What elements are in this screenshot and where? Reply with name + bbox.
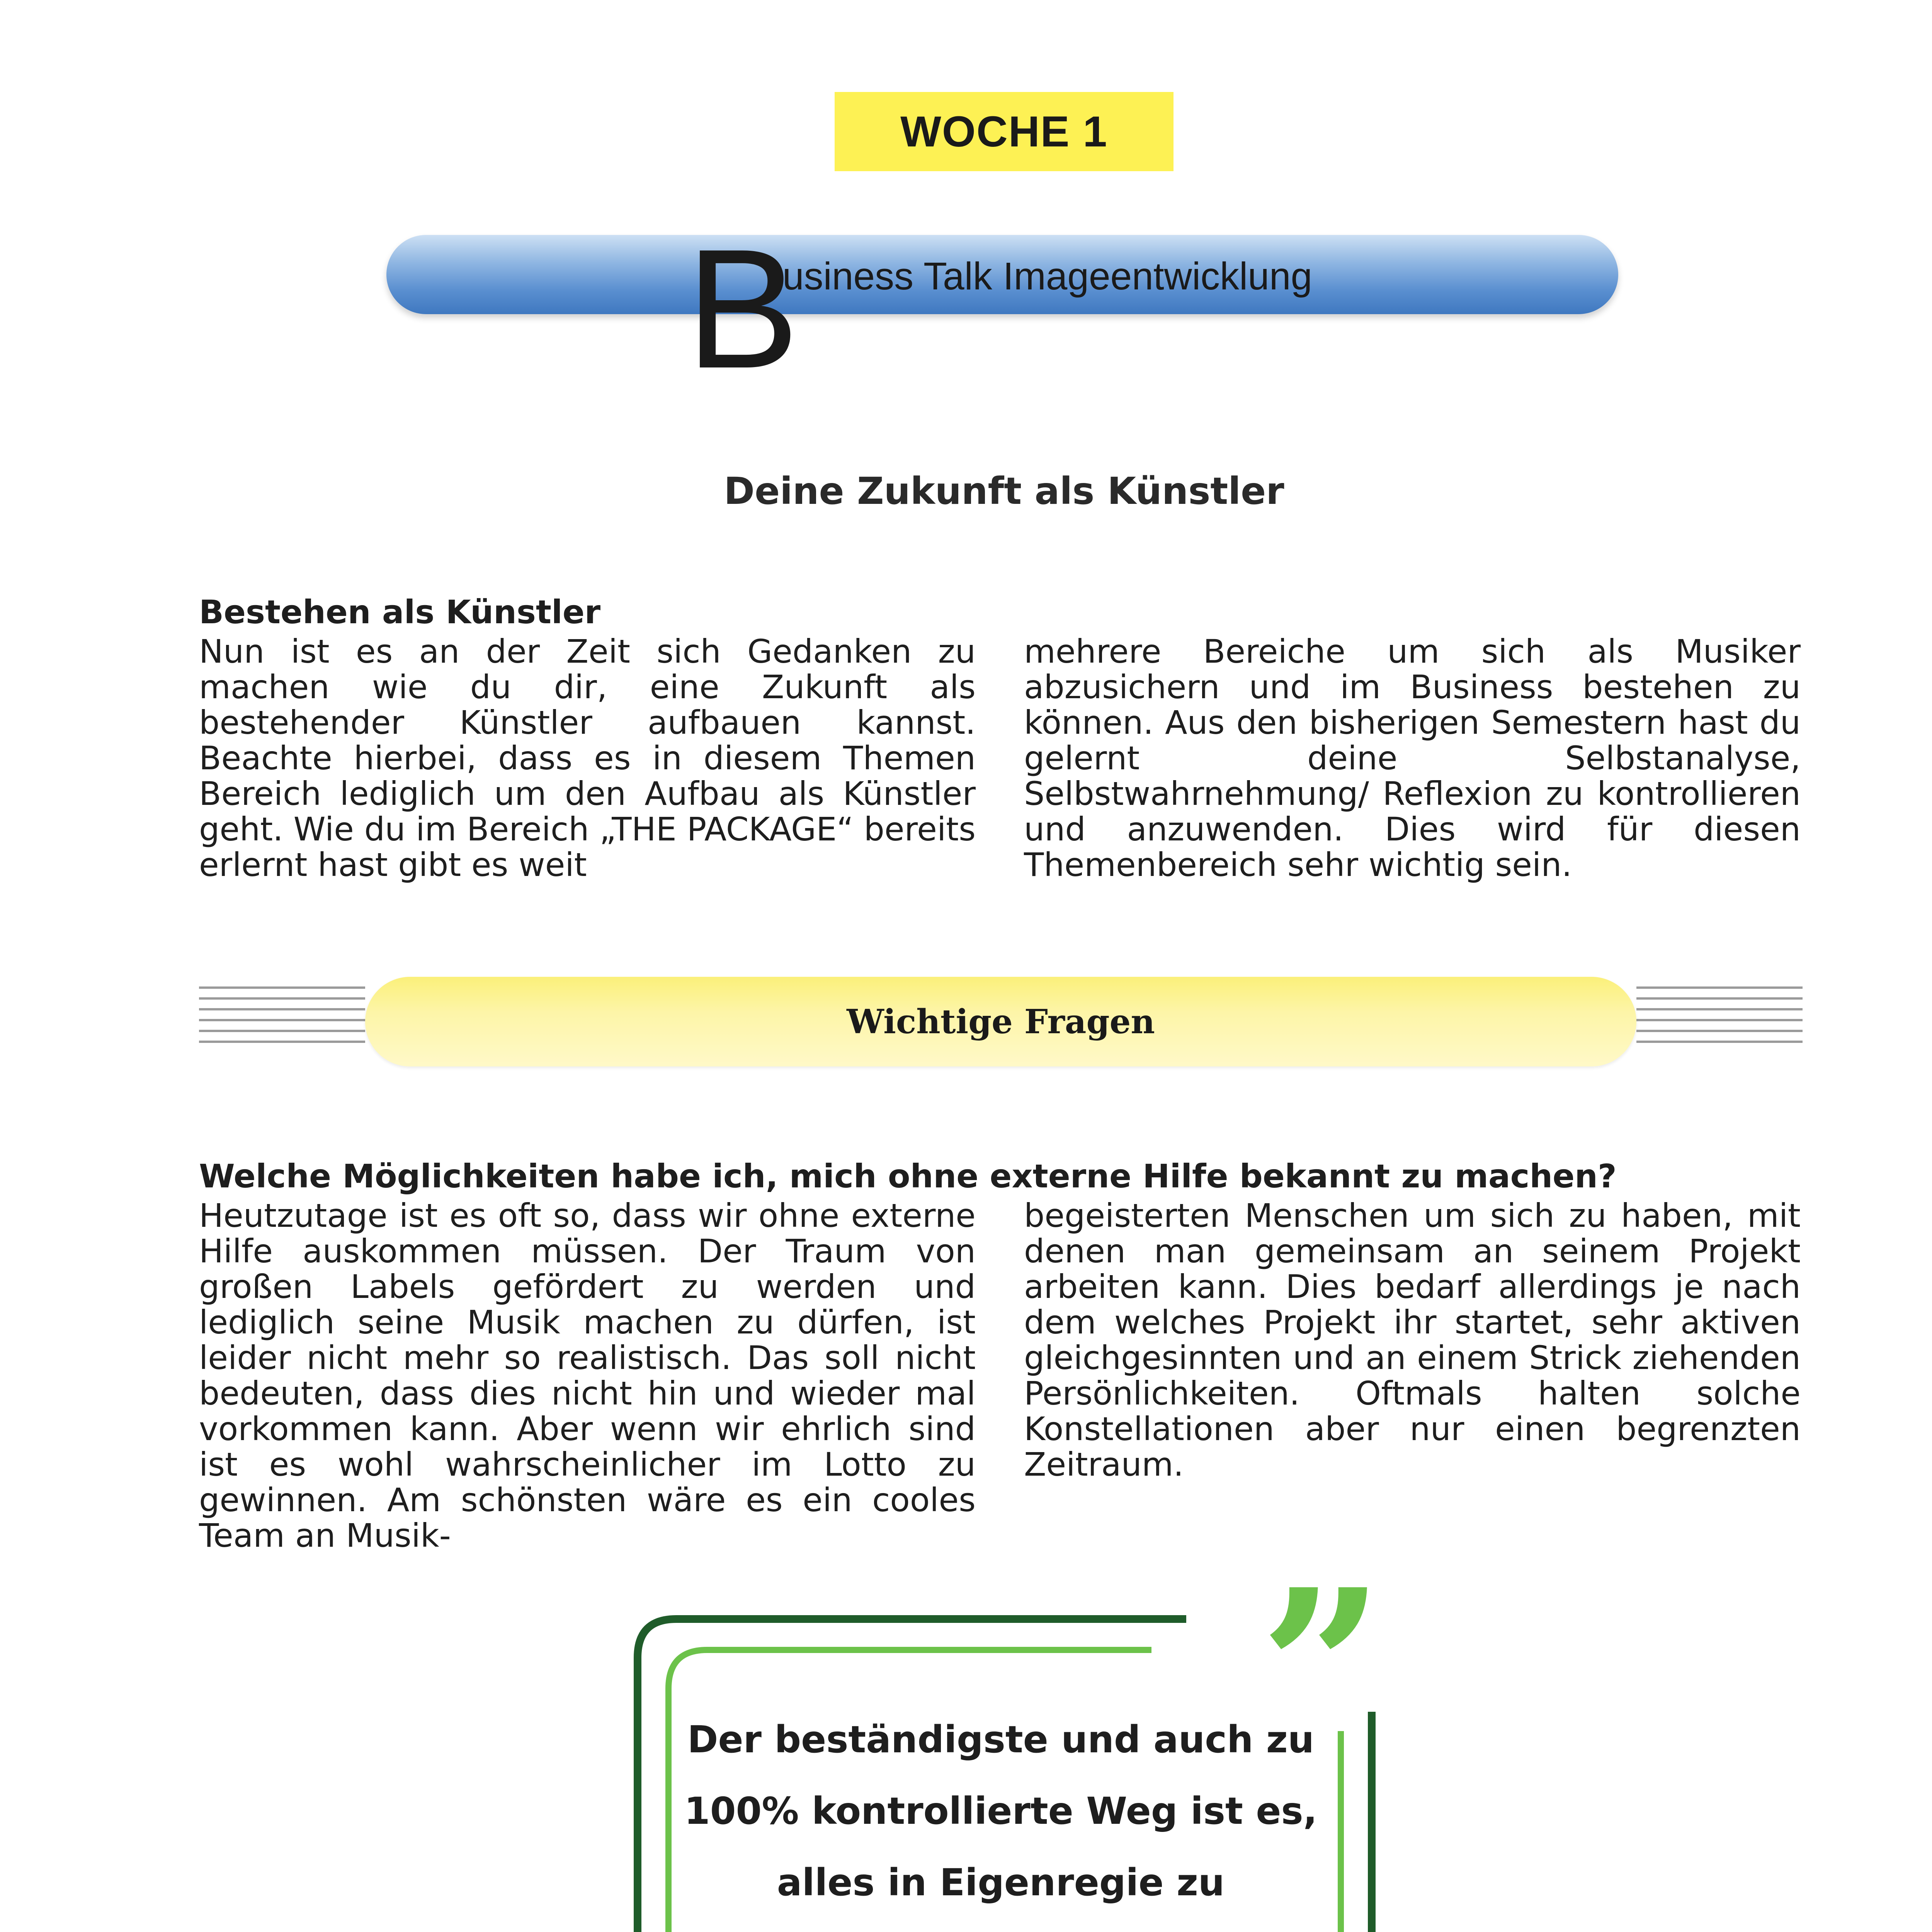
week-badge: WOCHE 1 xyxy=(835,92,1173,171)
section-title-moeglichkeiten: Welche Möglichkeiten habe ich, mich ohne externe Hilfe bekannt zu machen? xyxy=(199,1157,1617,1195)
banner-title: usiness Talk Imageentwicklung xyxy=(782,255,1313,298)
section1-left-column: Nun ist es an der Zeit sich Gedanken zu machen wie du dir, eine Zukunft als bestehender Künstler aufbauen kannst. Beachte hierbei, dass es in diesem Themen Bereich lediglich um den Aufbau als Künstler geht. Wie du im Bereich „THE PACKAGE“ bereits erlernt hast gibt es weit xyxy=(199,633,976,884)
decorative-stripes-left xyxy=(199,986,365,1044)
quote-line-2: 100% kontrollierte Weg ist es, xyxy=(684,1789,1318,1833)
section2-right-column: begeisterten Menschen um sich zu haben, mit denen man gemeinsam an seinem Projekt arbeiten kann. Dies bedarf allerdings je nach dem welches Projekt ihr startet, sehr aktiven gleichgesinnten und an einem Strick ziehenden Persönlichkeiten. Oftmals halten solche Konstellationen aber nur einen begrenzten Zeitraum. xyxy=(1024,1197,1801,1483)
section-title-bestehen: Bestehen als Künstler xyxy=(199,593,601,631)
banner-initial-letter: B xyxy=(686,214,799,404)
quote-line-1: Der beständigste und auch zu xyxy=(687,1718,1315,1761)
page-heading: Deine Zukunft als Künstler xyxy=(724,469,1284,513)
pull-quote xyxy=(657,1704,1345,1932)
decorative-stripes-right xyxy=(1636,986,1803,1044)
closing-quote-icon: ” xyxy=(1260,1542,1384,1796)
questions-banner: Wichtige Fragen xyxy=(365,977,1636,1066)
section2-left-column: Heutzutage ist es oft so, dass wir ohne externe Hilfe auskommen müssen. Der Traum von großen Labels gefördert zu werden und lediglich seine Musik machen zu dürfen, ist leider nicht mehr so realistisch. Das soll nicht bedeuten, dass dies nicht hin und wieder mal vorkommen kann. Aber wenn wir ehrlich sind ist es wohl wahrscheinlicher im Lotto zu gewinnen. Am schönsten wäre es ein cooles Team an Musik- xyxy=(199,1197,976,1554)
section1-right-column: mehrere Bereiche um sich als Musiker abzusichern und im Business bestehen zu können. Aus den bisherigen Semestern hast du gelernt deine Selbstanalyse, Selbstwahrnehmung/ Reflexion zu kontrollieren und anzuwenden. Dies wird für diesen Themenbereich sehr wichtig sein. xyxy=(1024,633,1801,884)
quote-line-3: alles in Eigenregie zu xyxy=(777,1861,1225,1904)
